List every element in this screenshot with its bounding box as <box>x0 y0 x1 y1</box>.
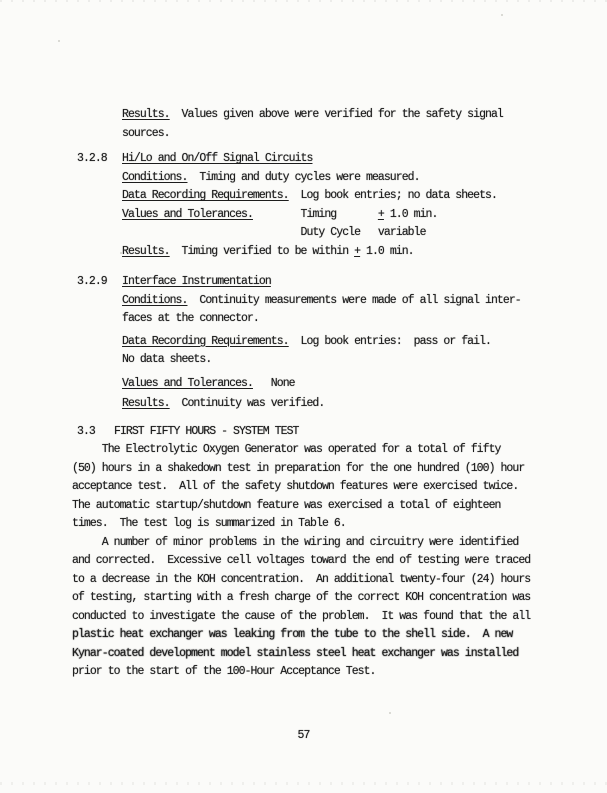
section-heading-line <box>122 150 572 169</box>
section-heading: Interface Instrumentation <box>122 275 271 288</box>
body-text: Continuity was verified. <box>169 397 325 410</box>
values-tolerances-label: Values and Tolerances. <box>122 376 253 390</box>
section-number: 3.3 <box>77 424 95 438</box>
body-line: The automatic startup/shutdown feature was exercised a total of eighteen <box>72 498 501 512</box>
body-line: prior to the start of the 100-Hour Acceptance Test. <box>72 665 376 678</box>
body-line: of testing, starting with a fresh charge of the correct KOH concentration was <box>72 591 531 604</box>
scan-artifact-top-edge <box>0 0 607 2</box>
document-body <box>72 106 572 682</box>
body-text: None <box>252 376 295 390</box>
data-recording-label: Data Recording Requirements. <box>122 189 289 202</box>
section-3-2-8 <box>72 150 572 261</box>
body-text: Timing verified to be within <box>169 244 355 258</box>
scan-artifact-bottom-edge <box>0 782 607 785</box>
conditions-line <box>122 169 572 188</box>
body-line: No data sheets. <box>122 353 212 366</box>
body-line: (50) hours in a shakedown test in preparation for the one hundred (100) hour <box>72 461 525 475</box>
plus-minus-sign: + <box>377 207 384 221</box>
body-line: A number of minor problems in the wiring and circuitry were identified <box>72 535 519 549</box>
duty-cycle-line: Duty Cycle variable <box>122 226 426 239</box>
body-line: plastic heat exchanger was leaking from the tube to the shell side. A new <box>72 628 513 641</box>
plus-minus-sign: + <box>354 244 361 258</box>
body-line: conducted to investigate the cause of the problem. It was found that the all <box>72 609 531 623</box>
scan-speck <box>58 40 60 42</box>
body-text: Values given above were verified for the safety signal <box>169 108 503 121</box>
body-line: The Electrolytic Oxygen Generator was operated for a total of fifty <box>72 443 501 456</box>
results-continuation-block <box>72 106 572 143</box>
body-text: 1.0 min. <box>360 244 414 258</box>
data-recording-label: Data Recording Requirements. <box>122 334 289 348</box>
timing-spec: Timing <box>252 207 378 221</box>
body-line: and corrected. Excessive cell voltages toward the end of testing were traced <box>72 554 531 567</box>
results-label: Results. <box>122 108 170 121</box>
body-line <box>122 106 572 125</box>
page-number: 57 <box>297 729 310 742</box>
values-tolerances-line <box>122 206 572 225</box>
body-line: times. The test log is summarized in Table 6. <box>72 517 346 530</box>
values-tolerances-line <box>122 375 572 394</box>
scan-speck <box>501 14 503 16</box>
body-text: Log book entries: pass or fail. <box>288 334 491 348</box>
body-line: acceptance test. All of the safety shutdown features were exercised twice. <box>72 480 519 493</box>
body-line: to a decrease in the KOH concentration. An additional twenty-four (24) hours <box>72 572 531 586</box>
paragraph-1 <box>72 441 572 534</box>
body-text: Continuity measurements were made of all signal inter- <box>187 293 521 307</box>
values-tolerances-label: Values and Tolerances. <box>122 207 253 221</box>
section-3-2-9 <box>72 273 572 414</box>
results-label: Results. <box>122 397 170 410</box>
conditions-line <box>122 292 572 311</box>
data-recording-line <box>122 333 572 352</box>
timing-tolerance-value: 1.0 min. <box>383 207 438 221</box>
paragraph-2 <box>72 534 572 682</box>
body-text: Timing and duty cycles were measured. <box>187 170 420 184</box>
scan-speck <box>389 712 391 714</box>
results-line <box>122 243 572 262</box>
conditions-label: Conditions. <box>122 170 188 184</box>
results-label: Results. <box>122 244 170 258</box>
body-line: sources. <box>122 126 170 140</box>
results-line <box>122 395 572 414</box>
body-line: Kynar-coated development model stainless steel heat exchanger was installed <box>72 646 519 660</box>
body-line: faces at the connector. <box>122 312 259 325</box>
data-recording-line <box>122 187 572 206</box>
section-heading: Hi/Lo and On/Off Signal Circuits <box>122 152 313 165</box>
section-number: 3.2.9 <box>77 275 107 288</box>
conditions-label: Conditions. <box>122 293 188 307</box>
section-3-3 <box>72 423 572 682</box>
body-text: Log book entries; no data sheets. <box>288 189 497 202</box>
section-number: 3.2.8 <box>77 152 107 165</box>
section-heading-line <box>122 273 572 292</box>
section-heading: FIRST FIFTY HOURS - SYSTEM TEST <box>114 424 299 438</box>
